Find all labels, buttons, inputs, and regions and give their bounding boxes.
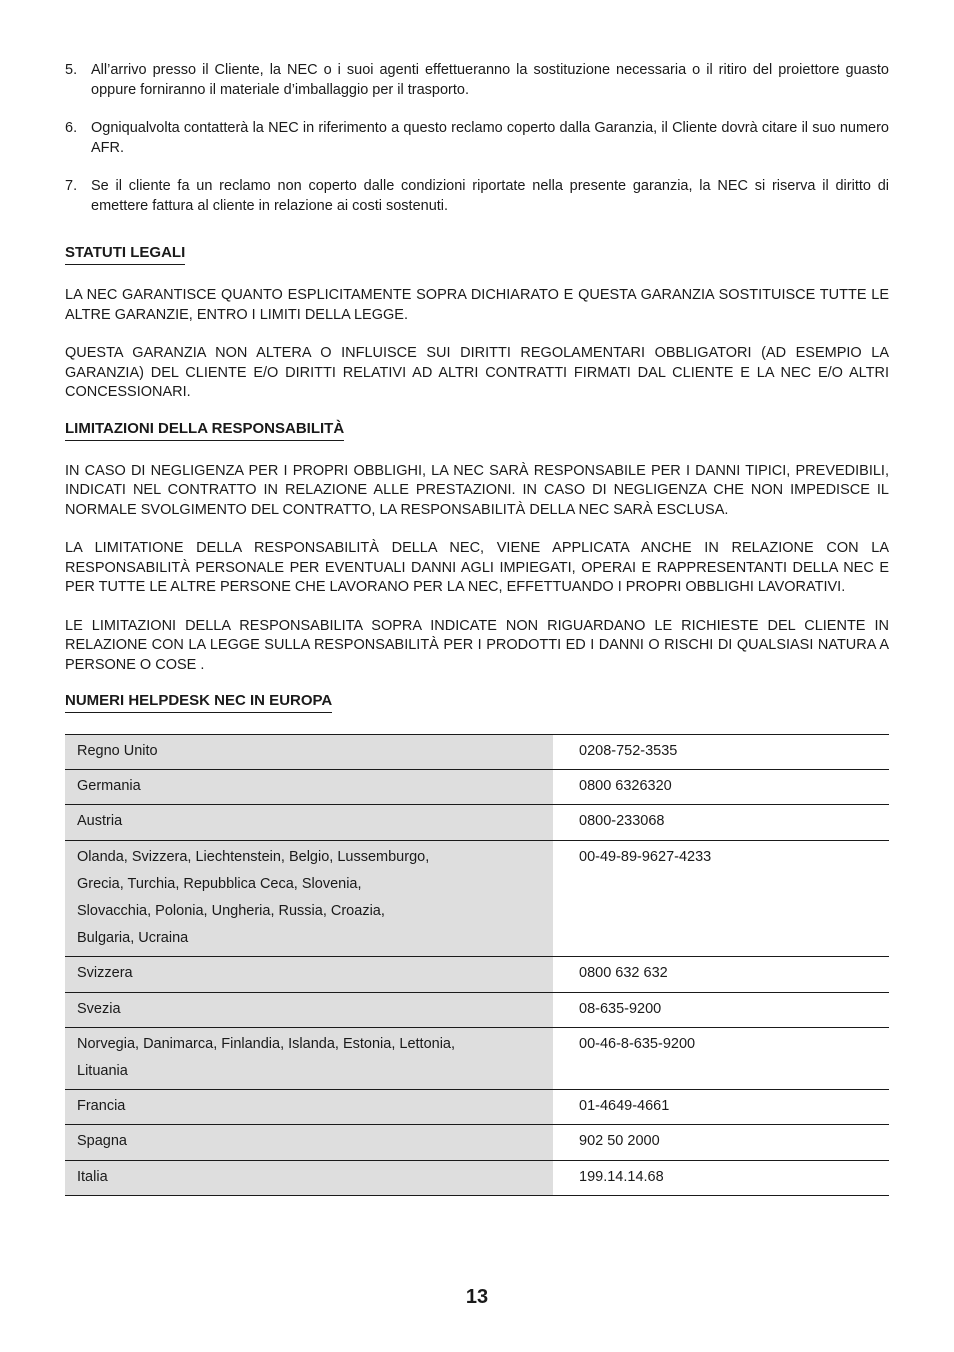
country-cell <box>65 840 553 957</box>
table-row <box>65 1090 889 1125</box>
section-heading-statuti: STATUTI LEGALI <box>65 244 185 265</box>
section-heading-limitazioni: LIMITAZIONI DELLA RESPONSABILITÀ <box>65 420 344 441</box>
phone-number: 0208-752-3535 <box>553 735 889 770</box>
phone-number: 0800-233068 <box>553 805 889 840</box>
phone-number: 00-49-89-9627-4233 <box>553 840 889 957</box>
country-line: Bulgaria, Ucraina <box>77 930 189 947</box>
list-item-number: 7. <box>65 178 78 194</box>
list-item <box>65 176 889 216</box>
paragraph: LA LIMITATIONE DELLA RESPONSABILITÀ DELLA NEC, VIENE APPLICATA ANCHE IN RELAZIONE CON LA RESPONSABILITÀ PERSONALE PER EVENTUALI DANNI AGLI IMPIEGATI, OPERAI E RAPPRESENTANTI DELLA NEC E PER TUTTE LE ALTRE PERSONE CHE LAVORANO PER LA NEC, EFFETTUANDO I PROPRI OBBLIGHI LAVORATIVI. <box>65 540 889 595</box>
table-row <box>65 992 889 1027</box>
country-cell <box>65 770 553 805</box>
country-line: Austria <box>77 813 123 830</box>
table-row <box>65 735 889 770</box>
country-line: Germania <box>77 778 141 795</box>
country-cell <box>65 992 553 1027</box>
country-line: Svizzera <box>77 965 133 982</box>
country-line: Francia <box>77 1098 126 1115</box>
country-cell <box>65 1090 553 1125</box>
table-row <box>65 840 889 957</box>
list-item <box>65 60 889 100</box>
country-line: Spagna <box>77 1133 127 1150</box>
list-item-text: Ogniqualvolta contatterà la NEC in riferimento a questo reclamo coperto dalla Garanzia, il Cliente dovrà citare il suo numero AFR. <box>91 120 889 156</box>
numbered-list <box>65 60 889 216</box>
phone-number: 08-635-9200 <box>553 992 889 1027</box>
country-line: Olanda, Svizzera, Liechtenstein, Belgio, Lussemburgo, <box>77 848 430 865</box>
phone-number: 00-46-8-635-9200 <box>553 1027 889 1089</box>
phone-number: 0800 632 632 <box>553 957 889 992</box>
table-row <box>65 805 889 840</box>
table-row <box>65 957 889 992</box>
list-item <box>65 118 889 158</box>
country-cell <box>65 735 553 770</box>
phone-number: 902 50 2000 <box>553 1125 889 1160</box>
list-item-text: Se il cliente fa un reclamo non coperto dalle condizioni riportate nella presente garanzia, la NEC si riserva il diritto di emettere fattura al cliente in relazione ai costi sostenuti. <box>91 178 889 214</box>
helpdesk-table <box>65 734 889 1196</box>
table-row <box>65 770 889 805</box>
country-line: Regno Unito <box>77 743 158 759</box>
country-line: Norvegia, Danimarca, Finlandia, Islanda, Estonia, Lettonia, <box>77 1035 456 1052</box>
table-row <box>65 1125 889 1160</box>
paragraph: IN CASO DI NEGLIGENZA PER I PROPRI OBBLIGHI, LA NEC SARÀ RESPONSABILE PER I DANNI TIPICI, PREVEDIBILI, INDICATI NEL CONTRATTO IN RELAZIONE ALLE PRESTAZIONI. IN CASO DI NEGLIGENZA CHE NON IMPEDISCE IL NORMALE SVOLGIMENTO DEL CONTRATTO, LA RESPONSABILITÀ DELLA NEC SARÀ ESCLUSA. <box>65 462 889 518</box>
country-line: Grecia, Turchia, Repubblica Ceca, Slovenia, <box>77 875 362 892</box>
country-cell <box>65 1125 553 1160</box>
paragraph: LE LIMITAZIONI DELLA RESPONSABILITA SOPRA INDICATE NON RIGUARDANO LE RICHIESTE DEL CLIENTE IN RELAZIONE CON LA LEGGE SULLA RESPONSABILITÀ PER I PRODOTTI ED I DANNI O RISCHI DI QUALSIASI NATURA A PERSONE O COSE . <box>65 617 889 673</box>
country-cell <box>65 1027 553 1089</box>
list-item-number: 5. <box>65 62 78 78</box>
document-page <box>65 60 889 1196</box>
phone-number: 199.14.14.68 <box>553 1160 889 1195</box>
table-row <box>65 1160 889 1195</box>
country-line: Slovacchia, Polonia, Ungheria, Russia, Croazia, <box>77 903 385 920</box>
country-cell <box>65 1160 553 1195</box>
paragraph: LA NEC GARANTISCE QUANTO ESPLICITAMENTE SOPRA DICHIARATO E QUESTA GARANZIA SOSTITUISCE TUTTE LE ALTRE GARANZIE, ENTRO I LIMITI DELLA LEGGE. <box>65 287 889 323</box>
phone-number: 0800 6326320 <box>553 770 889 805</box>
phone-number: 01-4649-4661 <box>553 1090 889 1125</box>
section-heading-helpdesk: NUMERI HELPDESK NEC IN EUROPA <box>65 692 332 713</box>
country-line: Svezia <box>77 1000 121 1017</box>
page-number: 13 <box>465 1286 489 1308</box>
country-line: Lituania <box>77 1063 128 1080</box>
list-item-text: All’arrivo presso il Cliente, la NEC o i suoi agenti effettueranno la sostituzione necessaria o il ritiro del proiettore guasto oppure forniranno il materiale d’imballaggio per il trasporto. <box>91 62 889 98</box>
country-cell <box>65 957 553 992</box>
country-line: Italia <box>77 1168 108 1185</box>
paragraph: QUESTA GARANZIA NON ALTERA O INFLUISCE SUI DIRITTI REGOLAMENTARI OBBLIGATORI (AD ESEMPIO LA GARANZIA) DEL CLIENTE E/O DIRITTI RELATIVI AD ALTRI CONTRATTI FIRMATI DAL CLIENTE E LA NEC E/O ALTRI CONCESSIONARI. <box>65 345 889 400</box>
list-item-number: 6. <box>65 120 78 136</box>
country-cell <box>65 805 553 840</box>
table-row <box>65 1027 889 1089</box>
